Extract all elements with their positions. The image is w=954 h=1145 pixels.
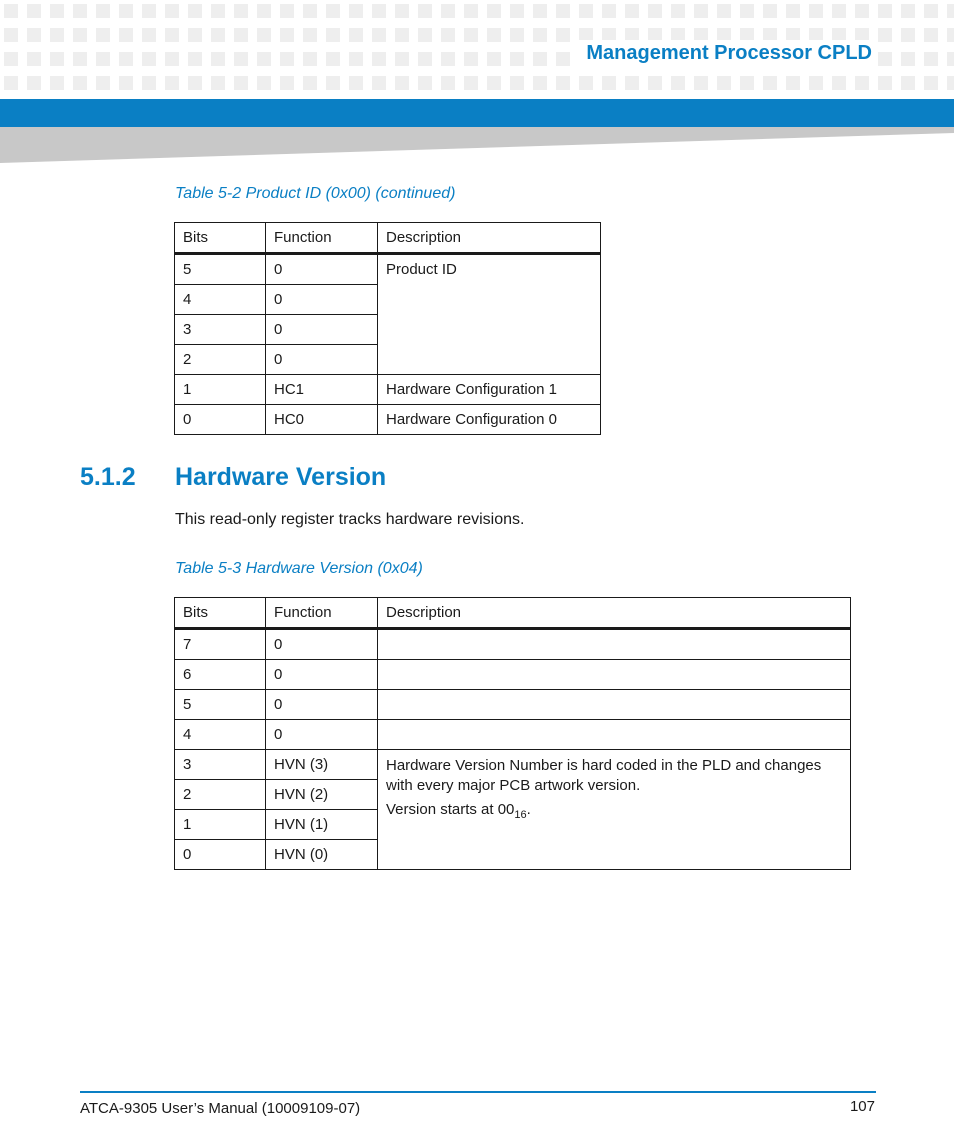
table-row: [175, 405, 601, 435]
column-header-description: Description: [378, 223, 601, 254]
function-cell: HVN (0): [266, 840, 378, 870]
bits-cell: 0: [175, 405, 266, 435]
bits-cell: 3: [175, 750, 266, 780]
function-cell: HVN (1): [266, 810, 378, 840]
table-row: [175, 629, 851, 660]
bits-cell: 6: [175, 660, 266, 690]
description-cell: [378, 690, 851, 720]
section-title: Hardware Version: [175, 463, 387, 491]
footer-page-number: 107: [849, 1098, 875, 1115]
pattern-row: [0, 4, 954, 18]
function-cell: 0: [266, 315, 378, 345]
section-body-text: This read-only register tracks hardware revisions.: [175, 511, 525, 528]
hvn-description: Hardware Version Number is hard coded in the PLD and changes with every major PCB artwork version.: [386, 757, 822, 794]
description-cell: Hardware Configuration 1: [378, 375, 601, 405]
bits-cell: 7: [175, 629, 266, 660]
function-cell: HVN (3): [266, 750, 378, 780]
table1-caption: Table 5-2 Product ID (0x00) (continued): [175, 185, 456, 202]
description-cell: [378, 660, 851, 690]
description-cell: Hardware Configuration 0: [378, 405, 601, 435]
version-start-suffix: .: [526, 801, 531, 818]
version-start-subscript: 16: [514, 809, 527, 821]
function-cell: 0: [266, 629, 378, 660]
section-number: 5.1.2: [80, 463, 136, 491]
version-start-note: [386, 800, 842, 825]
bits-cell: 2: [175, 780, 266, 810]
table-row: [175, 254, 601, 285]
hardware-version-table: [174, 597, 851, 870]
bits-cell: 2: [175, 345, 266, 375]
function-cell: 0: [266, 720, 378, 750]
table-row: [175, 375, 601, 405]
bits-cell: 5: [175, 690, 266, 720]
column-header-bits: Bits: [175, 598, 266, 629]
column-header-bits: Bits: [175, 223, 266, 254]
description-cell: Product ID: [378, 254, 601, 375]
table2-caption: Table 5-3 Hardware Version (0x04): [175, 560, 423, 577]
function-cell: 0: [266, 345, 378, 375]
footer-manual-title: ATCA-9305 User’s Manual (10009109-07): [80, 1100, 361, 1117]
product-id-table: [174, 222, 601, 435]
pattern-row: [0, 76, 954, 90]
function-cell: 0: [266, 254, 378, 285]
bits-cell: 1: [175, 375, 266, 405]
table-row: [175, 660, 851, 690]
version-start-prefix: Version starts at 00: [386, 801, 515, 818]
bits-cell: 3: [175, 315, 266, 345]
function-cell: HC0: [266, 405, 378, 435]
function-cell: HVN (2): [266, 780, 378, 810]
column-header-function: Function: [266, 598, 378, 629]
function-cell: 0: [266, 690, 378, 720]
table-row: [175, 720, 851, 750]
bits-cell: 4: [175, 720, 266, 750]
bits-cell: 5: [175, 254, 266, 285]
header-grey-wedge: [0, 127, 954, 163]
column-header-function: Function: [266, 223, 378, 254]
bits-cell: 1: [175, 810, 266, 840]
bits-cell: 4: [175, 285, 266, 315]
table-row: [175, 750, 851, 780]
column-header-description: Description: [378, 598, 851, 629]
footer-rule: [80, 1091, 876, 1093]
page-header-title: Management Processor CPLD: [576, 40, 872, 67]
description-cell: [378, 720, 851, 750]
function-cell: HC1: [266, 375, 378, 405]
table-row: [175, 690, 851, 720]
hvn-description-cell: [378, 750, 851, 870]
function-cell: 0: [266, 660, 378, 690]
function-cell: 0: [266, 285, 378, 315]
description-cell: [378, 629, 851, 660]
bits-cell: 0: [175, 840, 266, 870]
header-blue-bar: [0, 99, 954, 127]
